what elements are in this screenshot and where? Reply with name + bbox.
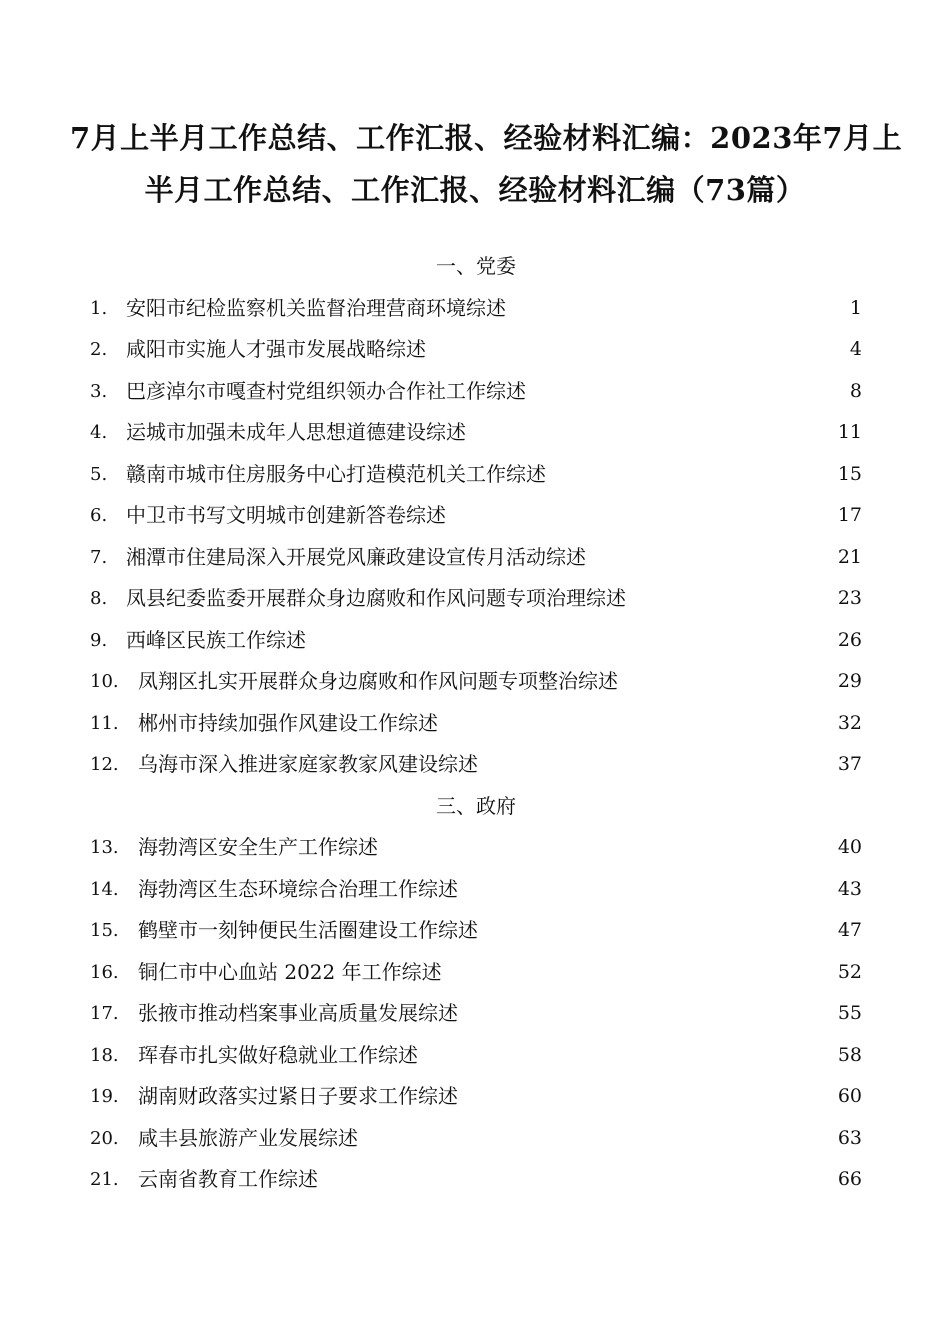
entry-page-number: 66 [837, 1168, 862, 1190]
entry-number: 14. [90, 878, 119, 900]
toc-entry[interactable] [90, 578, 862, 620]
toc-entry[interactable] [90, 744, 862, 786]
entry-title: 咸丰县旅游产业发展综述 [138, 1125, 358, 1150]
toc-entry[interactable] [90, 827, 862, 869]
entry-title: 巴彦淖尔市嘎查村党组织领办合作社工作综述 [126, 378, 526, 403]
entry-title: 乌海市深入推进家庭家教家风建设综述 [138, 752, 478, 776]
entry-title: 张掖市推动档案事业高质量发展综述 [138, 1001, 458, 1025]
entry-page-number: 60 [837, 1085, 862, 1107]
entry-page-number: 32 [837, 711, 862, 734]
toc-entry[interactable] [90, 620, 862, 662]
document-title [70, 112, 903, 216]
toc-entry[interactable] [90, 371, 862, 413]
entry-page-number: 8 [849, 379, 862, 402]
entry-page-number: 58 [837, 1043, 862, 1066]
entry-page-number: 29 [837, 670, 862, 692]
section-heading-government: 三、政府 [436, 793, 516, 818]
entry-number: 3. [90, 380, 108, 402]
entry-title: 海勃湾区生态环境综合治理工作综述 [138, 876, 458, 901]
toc-entry[interactable] [90, 1076, 862, 1118]
entry-number: 18. [90, 1044, 119, 1066]
entry-page-number: 52 [837, 960, 862, 983]
toc-entry[interactable] [90, 869, 862, 911]
entry-title: 运城市加强未成年人思想道德建设综述 [126, 420, 466, 444]
entry-page-number: 23 [837, 587, 862, 609]
entry-page-number: 17 [837, 504, 862, 526]
entry-page-number: 40 [837, 836, 862, 858]
toc-entry[interactable] [90, 661, 862, 703]
entry-page-number: 1 [849, 296, 862, 319]
toc-entry[interactable] [90, 329, 862, 371]
entry-number: 15. [90, 920, 119, 941]
entry-page-number: 43 [837, 877, 862, 900]
toc-entry[interactable] [90, 703, 862, 745]
entry-number: 13. [90, 837, 119, 858]
entry-number: 12. [90, 754, 119, 775]
entry-number: 21. [90, 1169, 119, 1190]
toc-entry[interactable] [90, 1159, 862, 1201]
entry-title: 咸阳市实施人才强市发展战略综述 [126, 337, 426, 361]
section-heading-party: 一、党委 [436, 254, 516, 278]
toc-entry[interactable] [90, 1118, 862, 1160]
entry-number: 1. [90, 297, 108, 319]
entry-page-number: 26 [837, 628, 862, 651]
entry-page-number: 47 [837, 919, 862, 941]
entry-title: 珲春市扎实做好稳就业工作综述 [138, 1042, 418, 1067]
entry-number: 17. [90, 1003, 119, 1024]
table-of-contents [90, 246, 862, 1201]
entry-title: 安阳市纪检监察机关监督治理营商环境综述 [126, 295, 506, 320]
entry-number: 10. [90, 671, 119, 692]
toc-entry[interactable] [90, 288, 862, 330]
entry-number: 20. [90, 1127, 119, 1149]
entry-page-number: 4 [849, 338, 862, 360]
entry-title: 西峰区民族工作综述 [126, 627, 306, 652]
entry-number: 19. [90, 1086, 119, 1107]
toc-entry[interactable] [90, 495, 862, 537]
entry-number: 9. [90, 629, 108, 651]
entry-page-number: 21 [837, 545, 862, 568]
toc-entry[interactable] [90, 910, 862, 952]
entry-number: 5. [90, 463, 108, 485]
entry-title: 云南省教育工作综述 [138, 1167, 318, 1191]
entry-title: 湘潭市住建局深入开展党风廉政建设宣传月活动综述 [126, 544, 586, 569]
toc-entry[interactable] [90, 1035, 862, 1077]
toc-entry[interactable] [90, 537, 862, 579]
entry-number: 16. [90, 961, 119, 983]
toc-entry[interactable] [90, 412, 862, 454]
title-line-2: 半月工作总结、工作汇报、经验材料汇编（73篇） [144, 173, 806, 207]
entry-title: 凤县纪委监委开展群众身边腐败和作风问题专项治理综述 [126, 586, 626, 610]
entry-title: 赣南市城市住房服务中心打造模范机关工作综述 [126, 461, 546, 486]
entry-page-number: 37 [837, 753, 862, 775]
toc-entry[interactable] [90, 993, 862, 1035]
entry-page-number: 11 [837, 421, 862, 443]
entry-title: 湖南财政落实过紧日子要求工作综述 [138, 1084, 458, 1108]
entry-number: 11. [90, 712, 119, 734]
entry-number: 7. [90, 546, 108, 568]
entry-page-number: 15 [837, 462, 862, 485]
entry-number: 6. [90, 505, 108, 526]
entry-title: 鹤壁市一刻钟便民生活圈建设工作综述 [138, 918, 478, 942]
title-line-1: 7月上半月工作总结、工作汇报、经验材料汇编：2023年7月上 [70, 121, 903, 155]
entry-title: 海勃湾区安全生产工作综述 [138, 835, 378, 859]
entry-page-number: 55 [837, 1002, 862, 1024]
entry-title: 铜仁市中心血站 2022 年工作综述 [138, 959, 442, 984]
toc-entry[interactable] [90, 454, 862, 496]
toc-entry[interactable] [90, 952, 862, 994]
entry-title: 郴州市持续加强作风建设工作综述 [138, 710, 438, 735]
entry-title: 中卫市书写文明城市创建新答卷综述 [126, 503, 446, 527]
entry-page-number: 63 [837, 1126, 862, 1149]
entry-number: 4. [90, 422, 108, 443]
entry-title: 凤翔区扎实开展群众身边腐败和作风问题专项整治综述 [138, 669, 618, 693]
entry-number: 2. [90, 339, 108, 360]
entry-number: 8. [90, 588, 108, 609]
